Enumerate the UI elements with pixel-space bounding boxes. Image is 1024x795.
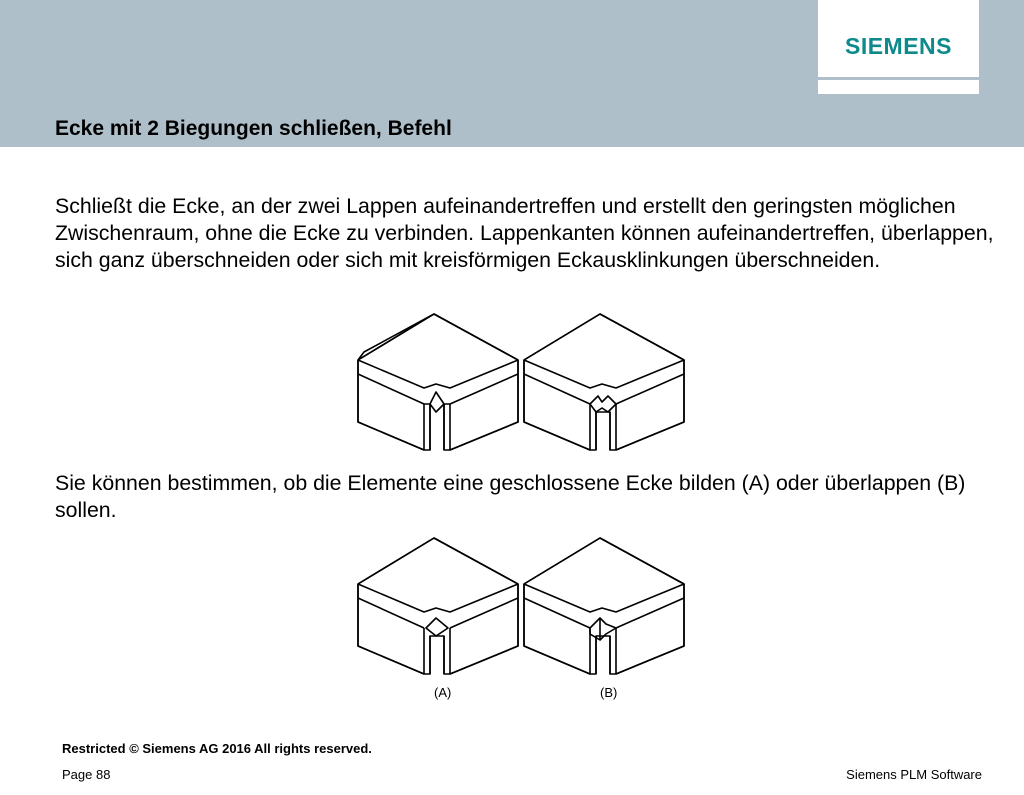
- logo-strip: [818, 80, 979, 94]
- slide-title: Ecke mit 2 Biegungen schließen, Befehl: [55, 117, 452, 140]
- siemens-logo: [818, 0, 979, 77]
- logo-text: SIEMENS: [844, 33, 953, 59]
- corner-figure-b: [522, 536, 687, 676]
- figure-label-a: (A): [434, 685, 452, 700]
- corner-figure-open: [356, 312, 521, 452]
- corner-figure-notched: [522, 312, 687, 452]
- footer-page-number: Page 88: [62, 767, 111, 782]
- corner-figure-a: [356, 536, 521, 676]
- footer-legal: Restricted © Siemens AG 2016 All rights reserved.: [62, 741, 372, 756]
- figure-label-b: (B): [600, 685, 618, 700]
- footer-company: Siemens PLM Software: [846, 767, 982, 782]
- options-paragraph: Sie können bestimmen, ob die Elemente eine geschlossene Ecke bilden (A) oder überlappen (B) sollen.: [55, 471, 966, 522]
- description-paragraph: Schließt die Ecke, an der zwei Lappen aufeinandertreffen und erstellt den geringsten möglichen Zwischenraum, ohne die Ecke zu verbinden. Lappenkanten können aufeinandertreffen, überlappen, sich ganz überschneiden oder sich mit kreisförmigen Eckausklinkungen überschneiden.: [55, 194, 994, 272]
